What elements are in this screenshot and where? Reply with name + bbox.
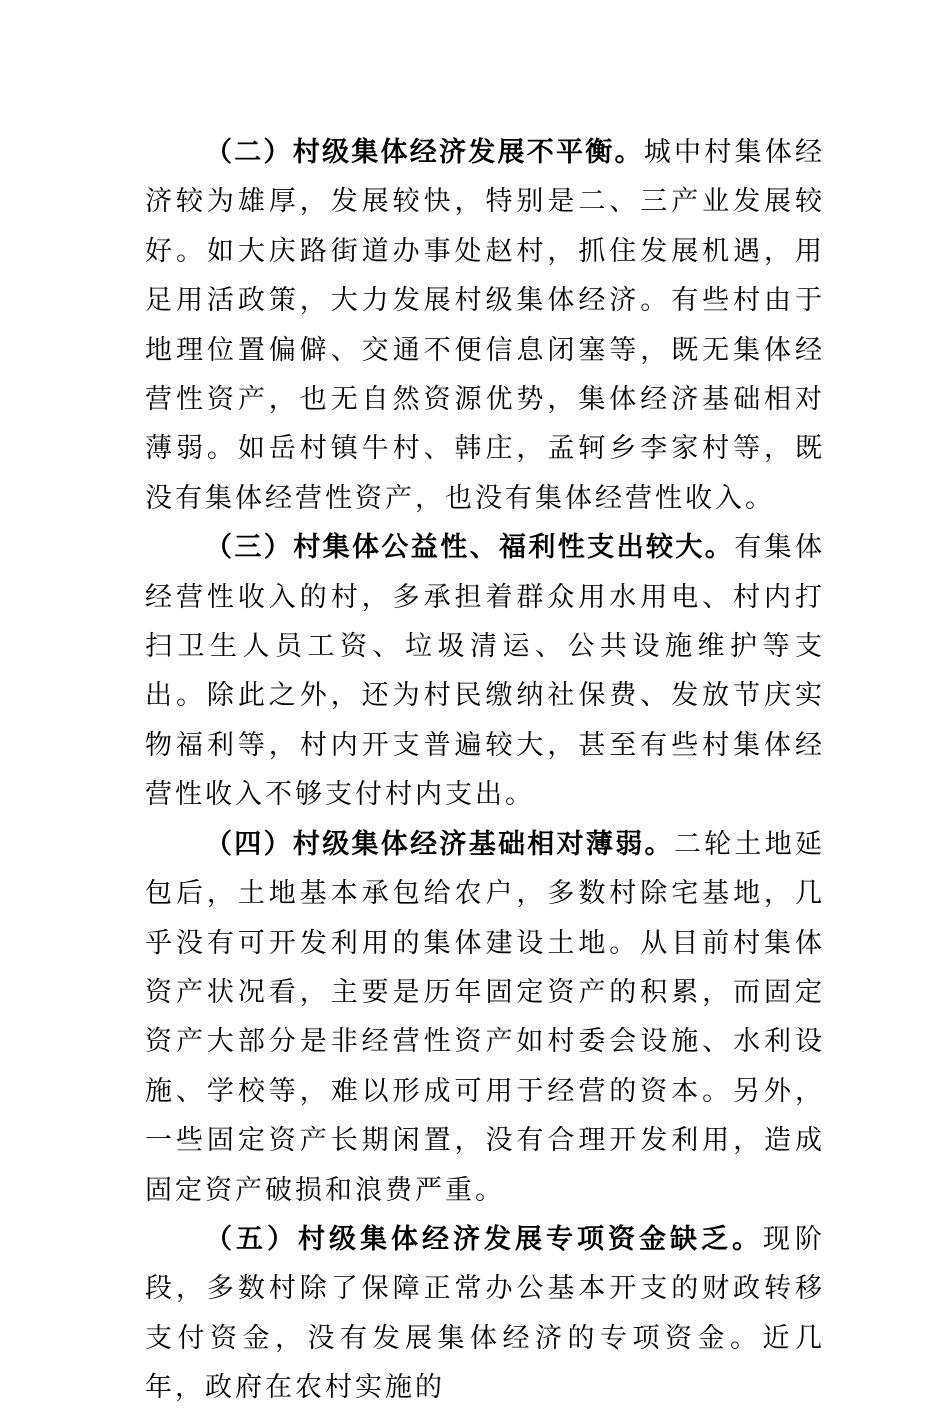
paragraph-4 <box>145 820 825 1215</box>
document-body <box>145 128 825 1413</box>
section-heading-2: （二）村级集体经济发展不平衡。 <box>205 137 644 168</box>
paragraph-text-5: 现阶段，多数村除了保障正常办公基本开支的财政转移支付资金，没有发展集体经济的专项资金。近几年，政府在农村实施的 <box>145 1223 825 1404</box>
paragraph-2 <box>145 128 825 523</box>
paragraph-text-2: 城中村集体经济较为雄厚，发展较快，特别是二、三产业发展较好。如大庆路街道办事处赵村，抓住发展机遇，用足用活政策，大力发展村级集体经济。有些村由于地理位置偏僻、交通不便信息闭塞等，既无集体经营性资产，也无自然资源优势，集体经济基础相对薄弱。如岳村镇牛村、韩庄，孟轲乡李家村等，既没有集体经营性资产，也没有集体经营性收入。 <box>145 137 825 514</box>
paragraph-text-3: 有集体经营性收入的村，多承担着群众用水用电、村内打扫卫生人员工资、垃圾清运、公共设施维护等支出。除此之外，还为村民缴纳社保费、发放节庆实物福利等，村内开支普遍较大，甚至有些村集体经营性收入不够支付村内支出。 <box>145 532 826 811</box>
section-heading-3: （三）村集体公益性、福利性支出较大。 <box>205 532 735 564</box>
paragraph-text-4: 二轮土地延包后，土地基本承包给农户，多数村除宅基地，几乎没有可开发利用的集体建设土地。从目前村集体资产状况看，主要是历年固定资产的积累，而固定资产大部分是非经营性资产如村委会设施、水利设施、学校等，难以形成可用于经营的资本。另外，一些固定资产长期闲置，没有合理开发利用，造成固定资产破损和浪费严重。 <box>145 828 826 1206</box>
section-heading-5: （五）村级集体经济发展专项资金缺乏。 <box>205 1223 763 1255</box>
paragraph-5 <box>145 1215 825 1413</box>
section-heading-4: （四）村级集体经济基础相对薄弱。 <box>205 828 674 860</box>
paragraph-3 <box>145 523 825 819</box>
